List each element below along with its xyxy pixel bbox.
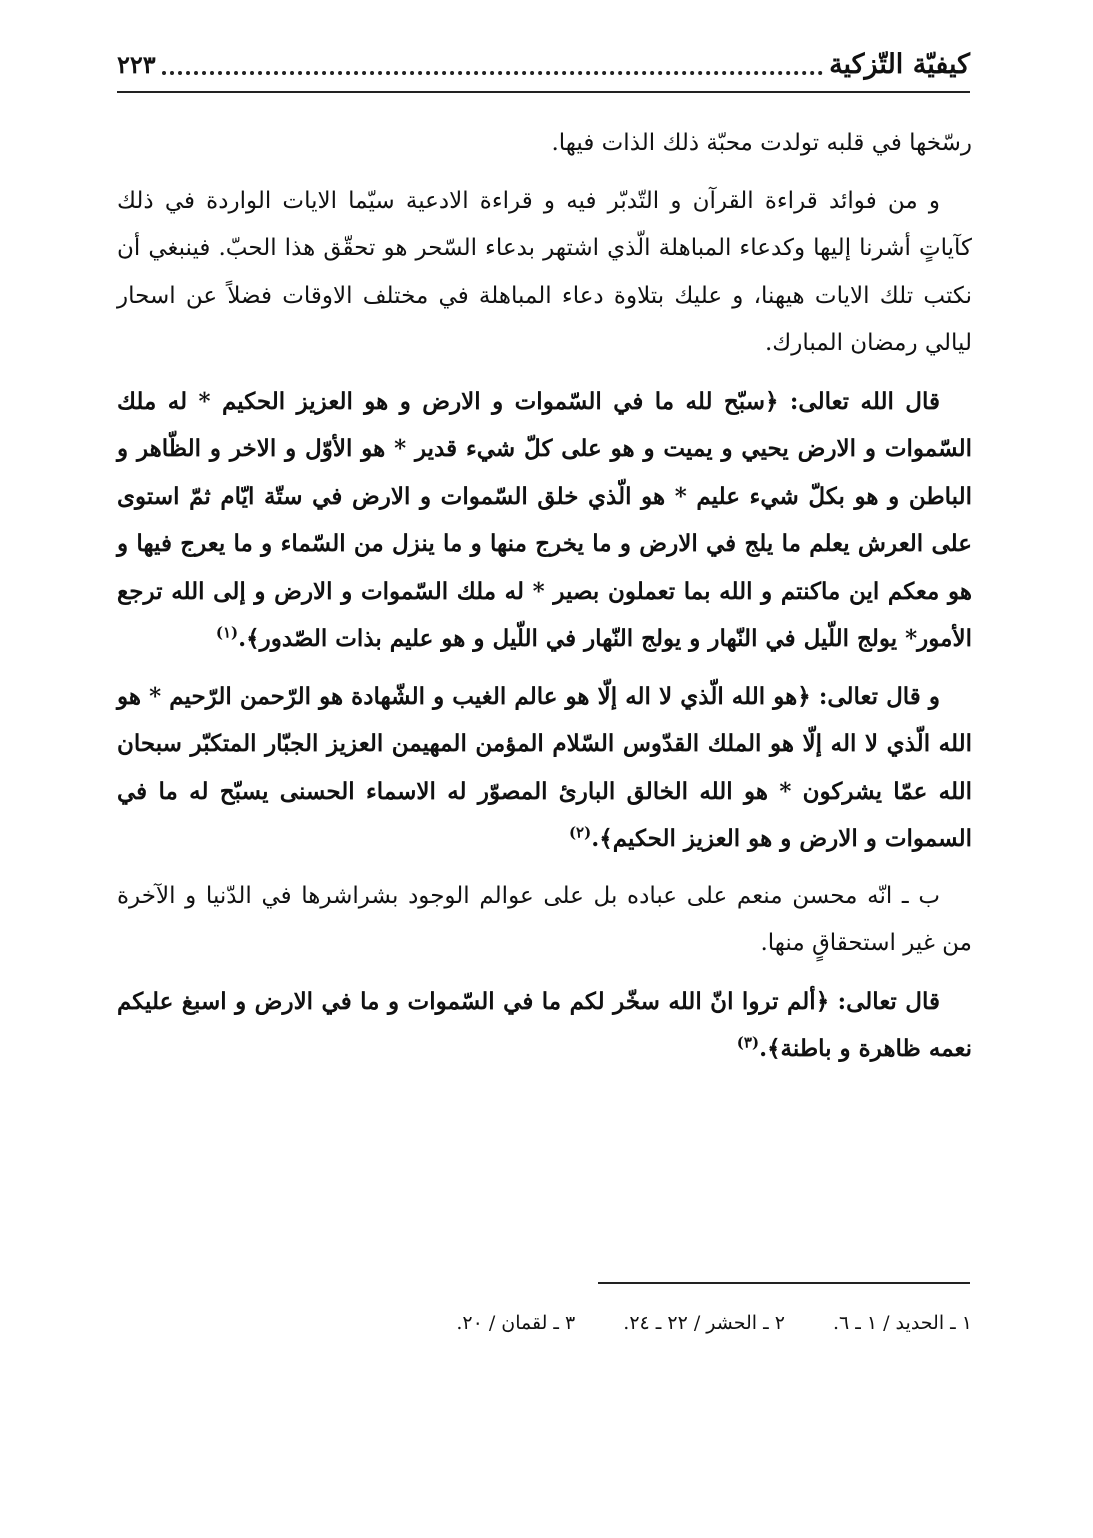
- paragraph-continuation: رسّخها في قلبه تولدت محبّة ذلك الذات فيها.: [551, 130, 972, 156]
- quran-quote: ﴿ألم تروا انّ الله سخّر لكم ما في السّموات و ما في الارض و اسبغ عليكم نعمه ظاهرة و باطنة﴾.: [117, 987, 972, 1062]
- quran-quote: ﴿سبّح لله ما في السّموات و الارض و هو العزيز الحكيم * له ملك السّموات و الارض يحيي و يميت و هو على كلّ شيء قدير * هو الأوّل و الاخر و الظّاهر و الباطن و هو بكلّ شيء عليم * هو الّذي خلق السّموات و الارض في ستّة ايّام ثمّ استوى على العرش يعلم ما يلج في الارض و ما يخرج منها و ما ينزل من السّماء و ما يعرج فيها و هو معكم اين ماكنتم و الله بما تعملون بصير * له ملك السّموات و الارض و إلى الله ترجع الأمور* يولج اللّيل في النّهار و يولج النّهار في اللّيل و هو عليم بذات الصّدور﴾.: [117, 387, 972, 652]
- paragraph-benefactor: ب ـ انّه محسن منعم على عباده بل على عوالم الوجود بشراشرها في الدّنيا و الآخرة من غير استحقاقٍ منها.: [117, 882, 972, 956]
- quote-intro: قال تعالى:: [829, 987, 940, 1015]
- footnote-marker[interactable]: (١): [215, 623, 239, 642]
- page-header: [117, 38, 970, 90]
- footnote-3: ٣ ـ لقمان / ٢٠.: [456, 1312, 576, 1334]
- running-title: كيفيّة التّزكية: [829, 48, 970, 80]
- footnote-rule: [598, 1282, 970, 1284]
- paragraph-quran-hashr: [117, 673, 972, 863]
- footnotes: [300, 1312, 972, 1334]
- quote-intro: و قال تعالى:: [810, 682, 940, 710]
- quote-intro: قال الله تعالى:: [778, 387, 940, 415]
- paragraph-reading-benefits: و من فوائد قراءة القرآن و التّدبّر فيه و قراءة الادعية سيّما الايات الواردة في ذلك كآياتٍ أشرنا إليها وكدعاء المباهلة الّذي اشتهر بدعاء السّحر هو تحقّق هذا الحبّ. فينبغي أن نكتب تلك الايات هيهنا، و عليك بتلاوة دعاء المباهلة في مختلف الاوقات فضلاً عن اسحار ليالي رمضان المبارك.: [117, 187, 972, 356]
- header-rule: [117, 91, 970, 93]
- body-text: [117, 120, 972, 1073]
- footnote-1: ١ ـ الحديد / ١ ـ ٦.: [832, 1312, 972, 1334]
- paragraph-quran-hadid: [117, 378, 972, 663]
- paragraph-quran-luqman: [117, 978, 972, 1073]
- footnote-2: ٢ ـ الحشر / ٢٢ ـ ٢٤.: [623, 1312, 785, 1334]
- footnote-marker[interactable]: (٣): [736, 1033, 760, 1052]
- footnote-marker[interactable]: (٢): [568, 823, 592, 842]
- quran-quote: ﴿هو الله الّذي لا اله إلّا هو عالم الغيب و الشّهادة هو الرّحمن الرّحيم * هو الله الّذي لا اله إلّا هو الملك القدّوس السّلام المؤمن المهيمن العزيز الجبّار المتكبّر سبحان الله عمّا يشركون * هو الله الخالق البارئ المصوّر له الاسماء الحسنى يسبّح له ما في السموات و الارض و هو العزيز الحكيم﴾.: [117, 682, 972, 852]
- page-number: ٢٢٣: [117, 49, 156, 79]
- dotted-leader: [162, 69, 823, 75]
